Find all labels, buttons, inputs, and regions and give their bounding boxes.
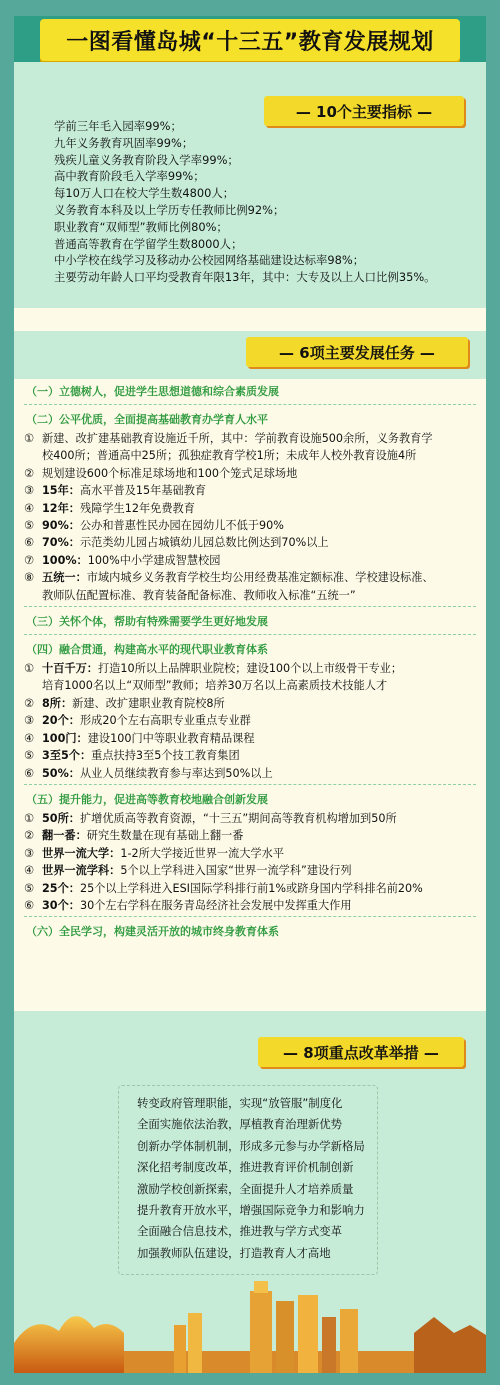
section-tasks: [14, 331, 486, 1006]
task-row: ⑦ 100%：100%中小学建成智慧校园: [24, 553, 221, 567]
task-row: ⑥ 30个：30个左右学科在服务青岛经济社会发展中发挥重大作用: [24, 898, 352, 912]
indicator-list: [54, 118, 436, 286]
task-row: ⑧ 五统一：市域内城乡义务教育学校生均公用经费基准定额标准、学校建设标准、: [24, 571, 434, 585]
reform-item: 深化招考制度改革，推进教育评价机制创新: [137, 1160, 354, 1175]
section-reforms-banner: — 8项重点改革举措 —: [258, 1037, 464, 1067]
section-reforms: [14, 1011, 486, 1373]
divider: [24, 634, 476, 635]
task-list-4: [24, 660, 476, 782]
task-row: ② 翻一番：研究生数量在现有基础上翻一番: [24, 829, 244, 843]
task-row: ⑤ 3至5个：重点扶持3至5个技工教育集团: [24, 749, 240, 763]
task-list-2: [24, 430, 476, 604]
indicator-item: 职业教育“双师型”教师比例80%；: [54, 219, 228, 234]
indicator-item: 学前三年毛入园率99%；: [54, 119, 182, 133]
task-heading-2: （二）公平优质，全面提高基础教育办学育人水平: [26, 413, 268, 426]
tasks-body: [24, 381, 476, 942]
task-row: ② 8所：新建、改扩建职业教育院校8所: [24, 696, 225, 710]
page-title: 一图看懂岛城“十三五”教育发展规划: [66, 29, 434, 55]
task-row: ⑤ 90%：公办和普惠性民办园在园幼儿不低于90%: [24, 519, 284, 533]
task-row: ① 新建、改扩建基础教育设施近千所，其中：学前教育设施500余所，义务教育学: [24, 432, 433, 445]
task-heading-3: （三）关怀个体，帮助有特殊需要学生更好地发展: [26, 615, 268, 629]
task-heading-1: （一）立德树人，促进学生思想道德和综合素质发展: [26, 385, 279, 398]
divider: [24, 916, 476, 917]
indicator-item: 九年义务教育巩固率99%；: [54, 135, 194, 150]
divider: [24, 606, 476, 607]
task-row: ⑥ 50%：从业人员继续教育参与率达到50%以上: [24, 766, 273, 780]
title-bar: [14, 16, 486, 62]
city-skyline-illustration: [14, 1273, 486, 1373]
reform-item: 提升教育开放水平，增强国际竞争力和影响力: [137, 1203, 365, 1218]
task-row: ④ 世界一流学科：5个以上学科进入国家“世界一流学科”建设行列: [24, 864, 352, 878]
indicator-item: 主要劳动年龄人口平均受教育年限13年，其中：大专及以上人口比例35%。: [54, 270, 436, 285]
task-row: 教师队伍配置标准、教育装备配备标准、教师收入标准“五统一”: [42, 588, 356, 602]
task-row: ① 50所：扩增优质高等教育资源，“十三五”期间高等教育机构增加到50所: [24, 811, 397, 825]
reform-item: 创新办学体制机制，形成多元参与办学新格局: [137, 1138, 365, 1153]
task-heading-6: （六）全民学习，构建灵活开放的城市终身教育体系: [26, 925, 279, 939]
task-row: ③ 20个：形成20个左右高职专业重点专业群: [24, 714, 251, 728]
task-row: ② 规划建设600个标准足球场地和100个笼式足球场地: [24, 466, 298, 480]
reform-item: 全面实施依法治教，厚植教育治理新优势: [137, 1117, 343, 1132]
reform-item: 转变政府管理职能，实现“放管服”制度化: [137, 1096, 343, 1110]
reform-item: 加强教师队伍建设，打造教育人才高地: [137, 1245, 331, 1260]
task-row: 培育1000名以上“双师型”教师；培养30万名以上高素质技术技能人才: [42, 679, 388, 693]
indicator-item: 义务教育本科及以上学历专任教师比例92%；: [54, 202, 285, 217]
indicator-item: 每10万人口在校大学生数4800人；: [54, 186, 235, 201]
indicator-item: 中小学校在线学习及移动办公校园网络基础建设达标率98%；: [54, 253, 365, 268]
section-indicators-banner: — 10个主要指标 —: [264, 96, 464, 126]
section-indicators: [14, 62, 486, 308]
task-heading-5: （五）提升能力，促进高等教育校地融合创新发展: [26, 792, 268, 806]
task-list-5: [24, 810, 476, 914]
indicator-item: 高中教育阶段毛入学率99%；: [54, 169, 205, 184]
reform-item: 激励学校创新探索，全面提升人才培养质量: [137, 1181, 354, 1196]
task-row: ③ 世界一流大学：1-2所大学接近世界一流大学水平: [24, 846, 285, 860]
indicator-item: 残疾儿童义务教育阶段入学率99%；: [54, 152, 239, 167]
task-row: ④ 100门：建设100门中等职业教育精品课程: [24, 731, 255, 745]
task-row: ④ 12年：残障学生12年免费教育: [24, 501, 195, 515]
reform-list: [118, 1085, 378, 1275]
title-box: [40, 19, 460, 61]
reform-item: 全面融合信息技术，推进教与学方式变革: [137, 1224, 343, 1239]
divider: [24, 404, 476, 405]
task-row: ⑥ 70%：示范类幼儿园占城镇幼儿园总数比例达到70%以上: [24, 536, 329, 550]
divider: [24, 784, 476, 785]
task-row: 校400所；普通高中25所；孤独症教育学校1所；未成年人校外教育设施4所: [42, 449, 417, 463]
task-heading-4: （四）融合贯通，构建高水平的现代职业教育体系: [26, 643, 268, 657]
task-row: ① 十百千万：打造10所以上品牌职业院校；建设100个以上市级骨干专业；: [24, 662, 403, 676]
indicator-item: 普通高等教育在学留学生数8000人；: [54, 236, 243, 251]
task-row: ③ 15年：高水平普及15年基础教育: [24, 484, 207, 498]
section-tasks-banner: — 6项主要发展任务 —: [246, 337, 468, 367]
poster: [14, 16, 486, 1373]
task-row: ⑤ 25个：25个以上学科进入ESI国际学科排行前1%或跻身国内学科排名前20%: [24, 881, 423, 895]
